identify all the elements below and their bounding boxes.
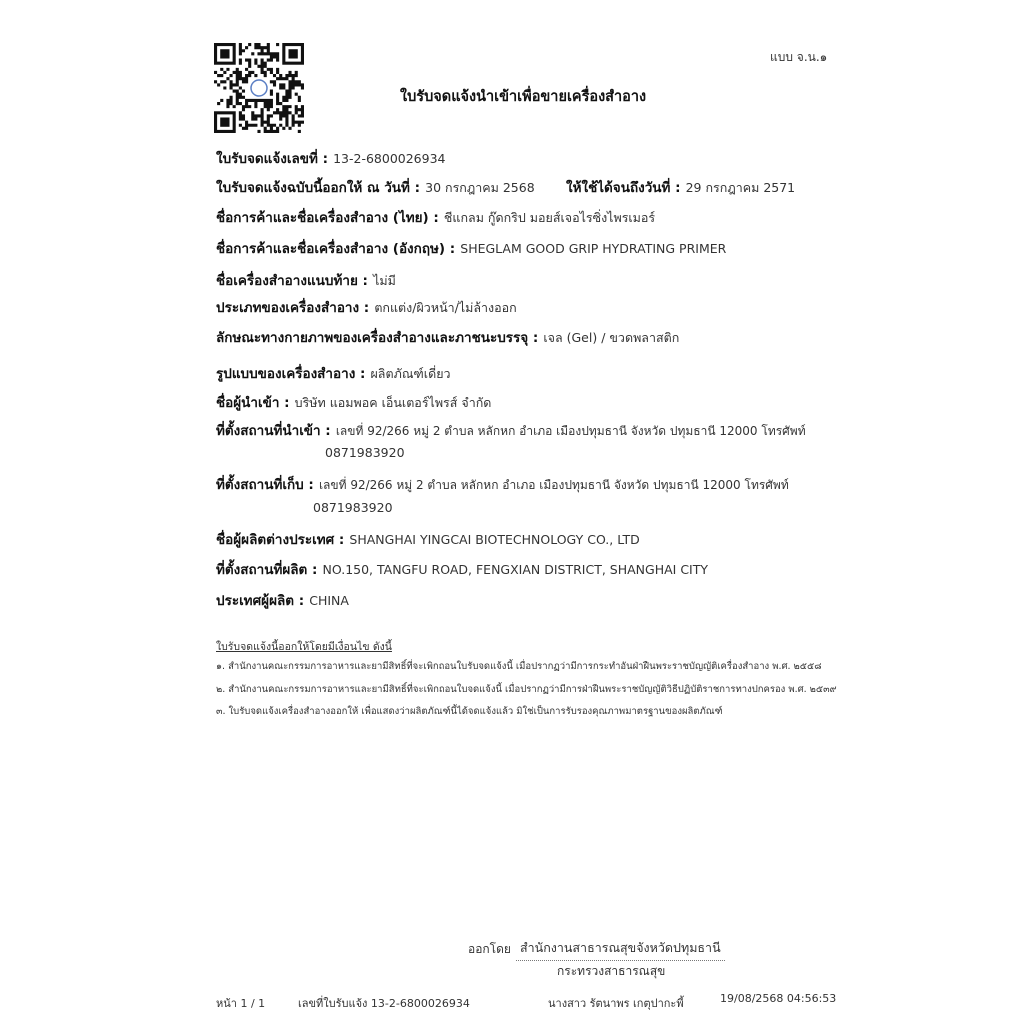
field-value: ผลิตภัณฑ์เดี่ยว xyxy=(370,366,451,381)
field-label: ที่ตั้งสถานที่เก็บ : xyxy=(216,477,314,493)
field-value: CHINA xyxy=(309,593,349,608)
footer-timestamp: 19/08/2568 04:56:53 xyxy=(720,992,837,1005)
field-manufacturer xyxy=(216,530,640,549)
field-physical-form xyxy=(216,328,679,347)
field-storage-phone: 0871983920 xyxy=(313,500,393,515)
field-label: ชื่อผู้นำเข้า : xyxy=(216,395,290,411)
field-value: บริษัท แอมพอค เอ็นเตอร์ไพรส์ จำกัด xyxy=(294,395,492,410)
field-value: 13-2-6800026934 xyxy=(333,151,446,166)
field-product-type xyxy=(216,298,517,317)
field-value: 29 กรกฎาคม 2571 xyxy=(685,180,796,195)
field-value: ตกแต่ง/ผิวหน้า/ไม่ล้างออก xyxy=(374,300,517,315)
page-number: หน้า 1 / 1 xyxy=(216,997,266,1010)
field-label: ชื่อการค้าและชื่อเครื่องสำอาง (ไทย) : xyxy=(216,210,439,226)
field-label: ที่ตั้งสถานที่ผลิต : xyxy=(216,562,318,578)
footer-reference: เลขที่ใบรับแจ้ง 13-2-6800026934 xyxy=(298,997,470,1010)
field-value: 30 กรกฎาคม 2568 xyxy=(425,180,535,195)
field-label: ใบรับจดแจ้งเลขที่ : xyxy=(216,151,328,167)
field-value: ชีแกลม กู๊ดกริป มอยส์เจอไรซิ่งไพรเมอร์ xyxy=(443,210,656,225)
qr-code xyxy=(214,43,304,133)
field-notify-no xyxy=(216,149,446,168)
field-expiry-date xyxy=(566,178,795,197)
conditions-heading: ใบรับจดแจ้งนี้ออกให้โดยมีเงื่อนไข ดังนี้ xyxy=(216,641,392,653)
issuer-office: สำนักงานสาธารณสุขจังหวัดปทุมธานี xyxy=(516,938,725,961)
field-label: ชื่อการค้าและชื่อเครื่องสำอาง (อังกฤษ) : xyxy=(216,241,456,257)
field-label: ใบรับจดแจ้งฉบับนี้ออกให้ ณ วันที่ : xyxy=(216,180,421,196)
field-label: ประเทศผู้ผลิต : xyxy=(216,593,305,609)
field-value: NO.150, TANGFU ROAD, FENGXIAN DISTRICT, SHANGHAI CITY xyxy=(322,562,709,577)
field-label: ที่ตั้งสถานที่นำเข้า : xyxy=(216,423,331,439)
field-import-phone: 0871983920 xyxy=(325,445,405,460)
field-attached-name xyxy=(216,271,396,290)
field-label: ลักษณะทางกายภาพของเครื่องสำอางและภาชนะบรรจุ : xyxy=(216,330,539,346)
condition-item: ๒. สำนักงานคณะกรรมการอาหารและยามีสิทธิ์ที่จะเพิกถอนใบจดแจ้งนี้ เมื่อปรากฏว่ามีการฝ่าฝืนพระราชบัญญัติวิธีปฏิบัติราชการทางปกครอง พ.ศ. ๒๕๓๙ xyxy=(216,684,837,695)
field-label: ประเภทของเครื่องสำอาง : xyxy=(216,300,370,316)
field-value: เลขที่ 92/266 หมู่ 2 ตำบล หลักหก อำเภอ เมืองปทุมธานี จังหวัด ปทุมธานี 12000 โทรศัพท์ xyxy=(335,424,806,438)
field-import-address xyxy=(216,421,806,440)
field-label: ชื่อผู้ผลิตต่างประเทศ : xyxy=(216,532,345,548)
condition-item: ๓. ใบรับจดแจ้งเครื่องสำอางออกให้ เพื่อแสดงว่าผลิตภัณฑ์นี้ได้จดแจ้งแล้ว มิใช่เป็นการรับรองคุณภาพมาตรฐานของผลิตภัณฑ์ xyxy=(216,706,723,717)
field-value: SHANGHAI YINGCAI BIOTECHNOLOGY CO., LTD xyxy=(349,532,640,547)
field-value: SHEGLAM GOOD GRIP HYDRATING PRIMER xyxy=(460,241,727,256)
field-value: เลขที่ 92/266 หมู่ 2 ตำบล หลักหก อำเภอ เมืองปทุมธานี จังหวัด ปทุมธานี 12000 โทรศัพท์ xyxy=(318,478,789,492)
condition-item: ๑. สำนักงานคณะกรรมการอาหารและยามีสิทธิ์ที่จะเพิกถอนใบรับจดแจ้งนี้ เมื่อปรากฏว่ามีการกระทำอันฝ่าฝืนพระราชบัญญัติเครื่องสำอาง พ.ศ. ๒๕๕๘ xyxy=(216,661,822,672)
field-importer xyxy=(216,393,491,412)
field-trade-name-th xyxy=(216,208,655,227)
field-label: ชื่อเครื่องสำอางแนบท้าย : xyxy=(216,273,368,289)
field-storage-address xyxy=(216,475,789,494)
field-manufacturer-address xyxy=(216,560,708,579)
field-value: ไม่มี xyxy=(373,273,396,288)
document-title: ใบรับจดแจ้งนำเข้าเพื่อขายเครื่องสำอาง xyxy=(400,89,647,105)
field-product-format xyxy=(216,364,451,383)
field-value: เจล (Gel) / ขวดพลาสติก xyxy=(543,330,680,345)
issuer-ministry: กระทรวงสาธารณสุข xyxy=(557,964,666,978)
issuer-label: ออกโดย xyxy=(468,942,511,956)
field-label: รูปแบบของเครื่องสำอาง : xyxy=(216,366,366,382)
field-country xyxy=(216,591,349,610)
field-trade-name-en xyxy=(216,239,726,258)
field-issue-date xyxy=(216,178,535,197)
field-label: ให้ใช้ได้จนถึงวันที่ : xyxy=(566,180,681,196)
form-code: แบบ จ.น.๑ xyxy=(770,50,828,64)
footer-officer: นางสาว รัตนาพร เกตุปากะพี้ xyxy=(548,997,684,1010)
